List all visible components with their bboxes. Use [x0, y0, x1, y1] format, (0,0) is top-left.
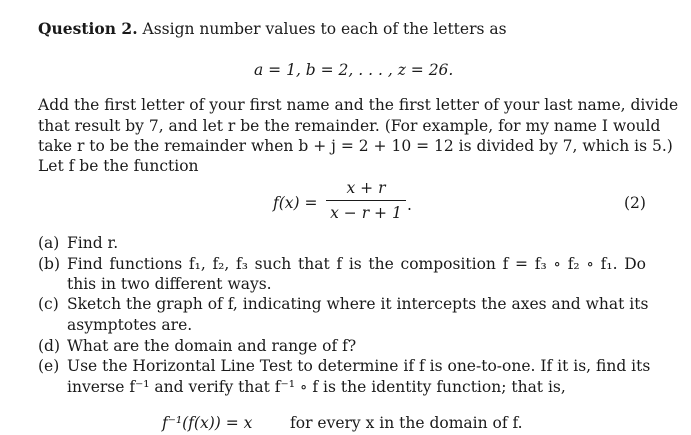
fraction-denominator: x − r + 1	[330, 204, 402, 222]
part-b-text-line-2: this in two different ways.	[67, 275, 272, 293]
paragraph-line-2: that result by 7, and let r be the remainder. (For example, for my name I would	[38, 117, 661, 135]
question-heading	[38, 19, 507, 40]
part-a-label: (a)	[38, 234, 60, 252]
part-e-text-line-2: inverse f⁻¹ and verify that f⁻¹ ∘ f is the identity function; that is,	[67, 378, 566, 396]
letter-values-equation: a = 1, b = 2, . . . , z = 26.	[254, 61, 454, 79]
part-c-text-line-2: asymptotes are.	[67, 316, 193, 334]
question-intro: Assign number values to each of the letters as	[142, 20, 507, 38]
equation-number: (2)	[624, 194, 646, 212]
part-b-text-line-1: Find functions f₁, f₂, f₃ such that f is the composition f = f₃ ∘ f₂ ∘ f₁. Do	[67, 255, 646, 273]
paragraph-line-3: take r to be the remainder when b + j = 2 + 10 = 12 is divided by 7, which is 5.)	[38, 137, 673, 155]
function-period: .	[407, 196, 412, 214]
function-lhs: f(x) =	[273, 194, 318, 212]
identity-equation-rhs: for every x in the domain of f.	[290, 414, 523, 432]
part-a-text: Find r.	[67, 234, 119, 252]
part-b-label: (b)	[38, 255, 61, 273]
part-e-label: (e)	[38, 357, 60, 375]
question-title: Question 2.	[38, 19, 138, 38]
paragraph-line-1: Add the first letter of your first name and the first letter of your last name, divide	[38, 96, 679, 114]
fraction-bar	[326, 200, 406, 201]
paragraph-line-4: Let f be the function	[38, 157, 199, 175]
part-d-label: (d)	[38, 337, 61, 355]
part-e-text-line-1: Use the Horizontal Line Test to determine if f is one-to-one. If it is, find its	[67, 357, 651, 375]
function-fraction	[326, 178, 406, 223]
fraction-numerator: x + r	[346, 179, 386, 197]
part-d-text: What are the domain and range of f?	[67, 337, 357, 355]
identity-equation-lhs: f⁻¹(f(x)) = x	[162, 414, 253, 432]
part-c-text-line-1: Sketch the graph of f, indicating where it intercepts the axes and what its	[67, 295, 649, 313]
part-c-label: (c)	[38, 295, 59, 313]
